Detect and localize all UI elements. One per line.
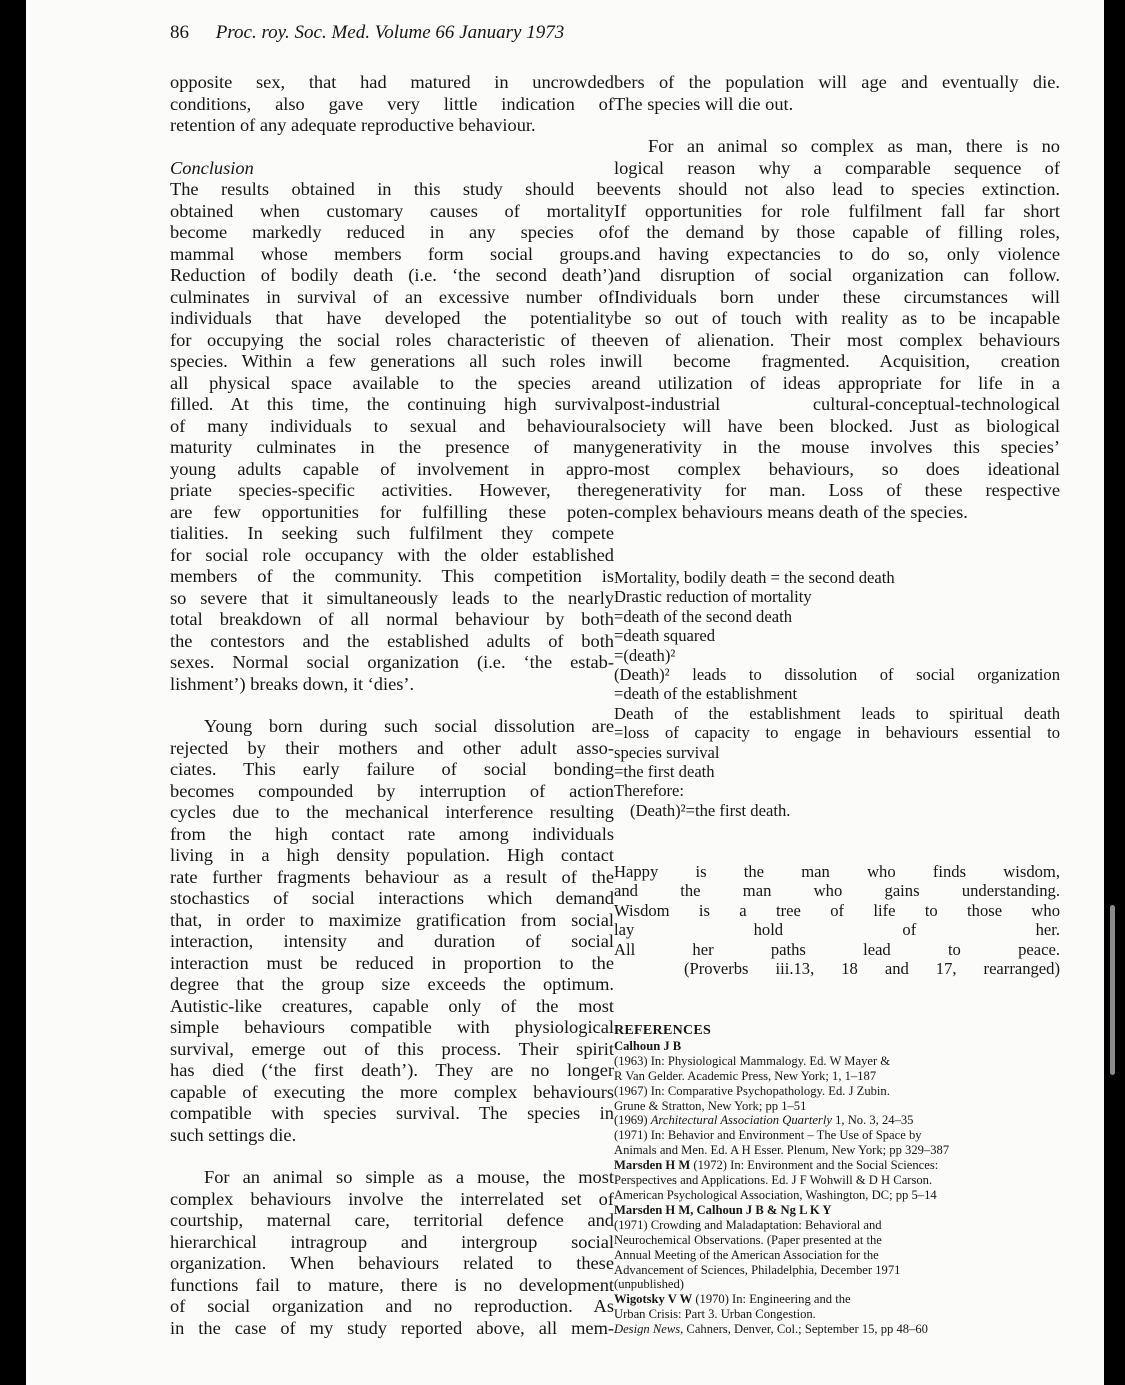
text-line: Reduction of bodily death (i.e. ‘the second death’)	[170, 265, 614, 285]
paragraph-man	[614, 136, 1060, 523]
text-line: of social organization and no reproduction. As	[170, 1296, 614, 1316]
reference-line: Grune & Stratton, New York; pp 1–51	[614, 1098, 807, 1113]
text-line: and having expectancies to do so, only violence	[614, 243, 1060, 264]
quotation-source: (Proverbs iii.13, 18 and 17, rearranged)	[684, 959, 1060, 979]
text-line: organization. When behaviours related to these	[170, 1253, 614, 1273]
equation-line: =loss of capacity to engage in behaviours essential to	[614, 723, 1060, 743]
paragraph-conclusion	[170, 158, 614, 696]
reference-detail: 1, No. 3, 24–35	[835, 1113, 914, 1128]
text-line: survival, emerge out of this process. Their spirit	[170, 1038, 614, 1059]
reference-detail: Cahners, Denver, Col.; September 15, pp 48–60	[686, 1322, 928, 1337]
equation-line: species survival	[614, 742, 720, 762]
text-line: for occupying the social roles characteristic of the	[170, 329, 614, 350]
text-line: total breakdown of all normal behaviour by both	[170, 609, 614, 629]
text-line: lishment’) breaks down, it ‘dies’.	[170, 673, 415, 694]
equation-line: Therefore:	[614, 781, 685, 801]
text-line: complex behaviours means death of the species.	[614, 501, 968, 522]
text-line: tialities. In seeking such fulfilment they compete	[170, 523, 614, 543]
equation-line: =the first death	[614, 762, 715, 782]
text-line: society will have been blocked. Just as biological	[614, 415, 1060, 436]
reference-journal: Design News,	[614, 1322, 684, 1337]
text-line: functions fail to mature, there is no development	[170, 1274, 614, 1295]
reference-line: (1963) In: Physiological Mammalogy. Ed. W Mayer &	[614, 1053, 891, 1068]
text-line: capable of executing the more complex behaviours	[170, 1081, 614, 1102]
text-line: individuals that have developed the potentiality	[170, 308, 614, 328]
text-line: even of alienation. Their most complex behaviours	[614, 329, 1060, 350]
text-line: bers of the population will age and eventually die.	[614, 72, 1060, 92]
text-line: complex behaviours involve the interrelated set of	[170, 1188, 614, 1209]
text-line: maturity culminates in the presence of many	[170, 437, 614, 457]
reference-line: Annual Meeting of the American Association for the	[614, 1247, 879, 1262]
reference-author: Wigotsky V W	[614, 1292, 693, 1307]
text-line: young adults capable of involvement in appro-	[170, 458, 614, 479]
text-line: The results obtained in this study should be	[170, 179, 614, 199]
proverbs-quotation	[614, 862, 1060, 978]
text-line: retention of any adequate reproductive behaviour.	[170, 115, 536, 135]
equation-line: Drastic reduction of mortality	[614, 587, 812, 607]
text-line: becomes compounded by interruption of action	[170, 780, 614, 801]
equation-line: Death of the establishment leads to spiritual death	[614, 703, 1060, 723]
reference-line: (1967) In: Comparative Psychopathology. Ed. J Zubin.	[614, 1083, 890, 1098]
text-line: generativity for man. Loss of these respective	[614, 480, 1060, 500]
text-line: Autistic-like creatures, capable only of the most	[170, 995, 614, 1016]
text-line: and utilization of ideas appropriate for life in a	[614, 372, 1060, 393]
reference-author: Calhoun J B	[614, 1038, 682, 1053]
text-line: the contestors and the established adults of both	[170, 630, 614, 651]
text-line: degree that the group size exceeds the optimum.	[170, 974, 614, 994]
equation-line: =death squared	[614, 626, 716, 646]
equation-line: Mortality, bodily death = the second death	[614, 568, 895, 587]
text-line: are few opportunities for fulfilling these poten-	[170, 501, 614, 522]
text-line: hierarchical intragroup and intergroup social	[170, 1231, 614, 1252]
reference-line: American Psychological Association, Washington, DC; pp 5–14	[614, 1187, 937, 1202]
reference-line: Neurochemical Observations. (Paper presented at the	[614, 1232, 882, 1247]
reference-author: Marsden H M, Calhoun J B & Ng L K Y	[614, 1202, 832, 1217]
reference-year: (1969)	[614, 1113, 648, 1128]
text-line: that, in order to maximize gratification from social	[170, 909, 614, 930]
text-line: interaction, intensity and duration of social	[170, 931, 614, 951]
reference-line: (unpublished)	[614, 1277, 684, 1292]
references-heading: REFERENCES	[614, 1023, 712, 1038]
text-line: compatible with species survival. The species in	[170, 1103, 614, 1123]
poem-line: All her paths lead to peace.	[614, 939, 1060, 959]
text-line: generativity in the mouse involves this species’	[614, 437, 1060, 457]
reference-line: Advancement of Sciences, Philadelphia, December 1971	[614, 1262, 901, 1277]
text-line: opposite sex, that had matured in uncrowded	[170, 72, 614, 92]
text-line: for social role occupancy with the older established	[170, 544, 614, 565]
reference-line	[614, 1113, 1060, 1128]
paragraph-young-born	[170, 716, 614, 1146]
reference-detail: (1972) In: Environment and the Social Sciences:	[693, 1158, 939, 1173]
text-line: For an animal so simple as a mouse, the most	[204, 1167, 614, 1187]
equation-line: (Death)² leads to dissolution of social organization	[614, 665, 1060, 685]
text-line: species. Within a few generations all such roles in	[170, 351, 614, 371]
page-number: 86	[170, 22, 189, 43]
text-line: cycles due to the mechanical interference resulting	[170, 802, 614, 822]
text-line: in the case of my study reported above, all mem-	[170, 1317, 614, 1338]
text-line: most complex behaviours, so does ideational	[614, 458, 1060, 479]
reference-line: Urban Crisis: Part 3. Urban Congestion.	[614, 1307, 816, 1322]
text-line: has died (‘the first death’). They are no longer	[170, 1060, 614, 1080]
text-line: Young born during such social dissolution are	[204, 716, 614, 736]
reference-line: (1971) In: Behavior and Environment – The Use of Space by	[614, 1128, 922, 1143]
right-column	[614, 72, 1060, 523]
text-line: of many individuals to sexual and behavioural	[170, 415, 614, 436]
text-line: logical reason why a comparable sequence of	[614, 157, 1060, 178]
reference-author: Marsden H M	[614, 1158, 691, 1173]
text-line: of the demand by those capable of filling roles,	[614, 222, 1060, 242]
reference-journal: Architectural Association Quarterly	[650, 1113, 832, 1128]
text-line: from the high contact rate among individuals	[170, 823, 614, 844]
vertical-scrollbar[interactable]	[1110, 905, 1115, 1075]
equation-line: =death of the second death	[614, 606, 792, 626]
reference-line: R Van Gelder. Academic Press, New York; 1, 1–187	[614, 1068, 877, 1083]
text-line: post-industrial cultural-conceptual-technological	[614, 394, 1060, 414]
reference-line	[614, 1322, 1060, 1337]
text-line: courtship, maternal care, territorial defence and	[170, 1210, 614, 1230]
reference-line	[614, 1158, 1060, 1173]
left-column	[170, 72, 614, 1339]
reference-line	[614, 1292, 1060, 1307]
paragraph-intro	[170, 72, 614, 137]
journal-citation: Proc. roy. Soc. Med. Volume 66 January 1973	[215, 22, 565, 43]
text-line: ciates. This early failure of social bonding	[170, 759, 614, 779]
text-line: and disruption of social organization can follow.	[614, 265, 1060, 285]
text-line: living in a high density population. High contact	[170, 845, 614, 865]
text-line: culminates in survival of an excessive number of	[170, 286, 614, 307]
equation-line: =death of the establishment	[614, 684, 798, 704]
text-line: obtained when customary causes of mortality	[170, 200, 614, 221]
text-line: so severe that it simultaneously leads to the nearly	[170, 587, 614, 608]
reference-line: Animals and Men. Ed. A H Esser. Plenum, New York; pp 329–387	[614, 1143, 950, 1158]
poem-line: lay hold of her.	[614, 920, 1060, 940]
poem-line: Wisdom is a tree of life to those who	[614, 900, 1060, 920]
poem-line: and the man who gains understanding.	[614, 881, 1060, 901]
text-line: all physical space available to the species are	[170, 372, 614, 393]
text-line: For an animal so complex as man, there is no	[648, 136, 1060, 156]
equation-line: =(death)²	[614, 645, 676, 665]
text-line: If opportunities for role fulfilment fall far short	[614, 200, 1060, 221]
paper-page	[26, 0, 1104, 1385]
reference-line: Perspectives and Applications. Ed. J F Wohwill & D H Carson.	[614, 1173, 933, 1188]
text-line: priate species-specific activities. However, there	[170, 480, 614, 500]
text-line: sexes. Normal social organization (i.e. ‘the estab-	[170, 652, 614, 672]
text-line: become markedly reduced in any species of	[170, 222, 614, 242]
text-line: conditions, also gave very little indication of	[170, 93, 614, 114]
death-equation-block	[614, 568, 1060, 820]
text-line: The species will die out.	[614, 93, 794, 114]
section-heading-conclusion: Conclusion	[170, 157, 254, 178]
running-header	[170, 22, 564, 44]
text-line: such settings die.	[170, 1124, 297, 1145]
equation-line: (Death)²=the first death.	[630, 800, 791, 820]
text-line: members of the community. This competition is	[170, 566, 614, 586]
text-line: rejected by their mothers and other adult asso-	[170, 737, 614, 758]
poem-line: Happy is the man who finds wisdom,	[614, 862, 1060, 881]
text-line: rate further fragments behaviour as a result of the	[170, 866, 614, 887]
text-line: be so out of touch with reality as to be incapable	[614, 308, 1060, 328]
text-line: filled. At this time, the continuing high survival	[170, 394, 614, 414]
reference-line: (1971) Crowding and Maladaptation: Behavioral and	[614, 1217, 882, 1232]
text-line: stochastics of social interactions which demand	[170, 888, 614, 908]
text-line: will become fragmented. Acquisition, creation	[614, 351, 1060, 371]
paragraph-mouse	[170, 1167, 614, 1339]
text-line: mammal whose members form social groups.	[170, 243, 614, 264]
text-line: interaction must be reduced in proportion to the	[170, 952, 614, 973]
reference-detail: (1970) In: Engineering and the	[695, 1292, 851, 1307]
paragraph-continued	[614, 72, 1060, 115]
text-line: events should not also lead to species extinction.	[614, 179, 1060, 199]
references-section	[614, 1024, 1060, 1337]
text-line: Individuals born under these circumstances will	[614, 286, 1060, 307]
text-line: simple behaviours compatible with physiological	[170, 1017, 614, 1037]
